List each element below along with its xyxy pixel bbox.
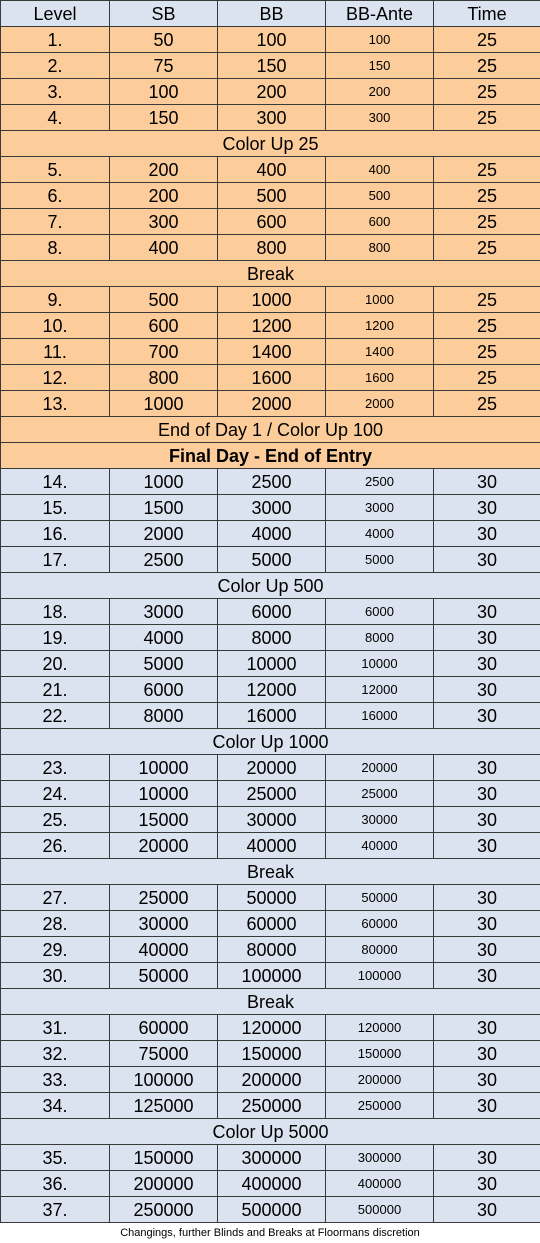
level-cell: 29. — [1, 937, 110, 963]
level-cell: 9. — [1, 287, 110, 313]
bb-ante-cell: 40000 — [326, 833, 434, 859]
sb-cell: 6000 — [110, 677, 218, 703]
time-cell: 30 — [434, 937, 540, 963]
time-cell: 30 — [434, 521, 540, 547]
level-cell: 31. — [1, 1015, 110, 1041]
section-row — [1, 729, 540, 755]
level-row — [1, 1093, 540, 1119]
bb-cell: 200000 — [218, 1067, 326, 1093]
level-row — [1, 781, 540, 807]
level-row — [1, 885, 540, 911]
bb-ante-cell: 6000 — [326, 599, 434, 625]
bb-ante-cell: 500 — [326, 183, 434, 209]
bb-cell: 3000 — [218, 495, 326, 521]
sb-cell: 200000 — [110, 1171, 218, 1197]
bb-cell: 400000 — [218, 1171, 326, 1197]
level-cell: 37. — [1, 1197, 110, 1223]
section-label: Break — [1, 989, 540, 1015]
level-row — [1, 469, 540, 495]
bb-ante-cell: 600 — [326, 209, 434, 235]
level-row — [1, 79, 540, 105]
bb-cell: 400 — [218, 157, 326, 183]
level-row — [1, 807, 540, 833]
time-cell: 30 — [434, 911, 540, 937]
section-label: Break — [1, 261, 540, 287]
sb-cell: 50 — [110, 27, 218, 53]
time-cell: 30 — [434, 703, 540, 729]
header-sb: SB — [110, 1, 218, 27]
level-cell: 26. — [1, 833, 110, 859]
sb-cell: 1500 — [110, 495, 218, 521]
bb-cell: 100 — [218, 27, 326, 53]
bb-cell: 800 — [218, 235, 326, 261]
sb-cell: 1000 — [110, 469, 218, 495]
level-row — [1, 183, 540, 209]
bb-cell: 150000 — [218, 1041, 326, 1067]
bb-cell: 4000 — [218, 521, 326, 547]
sb-cell: 10000 — [110, 755, 218, 781]
bb-cell: 250000 — [218, 1093, 326, 1119]
sb-cell: 1000 — [110, 391, 218, 417]
level-cell: 13. — [1, 391, 110, 417]
bb-cell: 50000 — [218, 885, 326, 911]
level-cell: 16. — [1, 521, 110, 547]
header-bb-ante: BB-Ante — [326, 1, 434, 27]
sb-cell: 15000 — [110, 807, 218, 833]
time-cell: 30 — [434, 1197, 540, 1223]
level-cell: 14. — [1, 469, 110, 495]
bb-cell: 30000 — [218, 807, 326, 833]
bb-cell: 500000 — [218, 1197, 326, 1223]
sb-cell: 600 — [110, 313, 218, 339]
time-cell: 25 — [434, 339, 540, 365]
bb-ante-cell: 100 — [326, 27, 434, 53]
sb-cell: 100000 — [110, 1067, 218, 1093]
sb-cell: 500 — [110, 287, 218, 313]
sb-cell: 50000 — [110, 963, 218, 989]
bb-cell: 80000 — [218, 937, 326, 963]
bb-cell: 16000 — [218, 703, 326, 729]
time-cell: 25 — [434, 391, 540, 417]
level-cell: 36. — [1, 1171, 110, 1197]
time-cell: 30 — [434, 963, 540, 989]
time-cell: 30 — [434, 625, 540, 651]
time-cell: 30 — [434, 1171, 540, 1197]
bb-ante-cell: 250000 — [326, 1093, 434, 1119]
level-cell: 7. — [1, 209, 110, 235]
sb-cell: 10000 — [110, 781, 218, 807]
table-body — [1, 27, 540, 1223]
bb-ante-cell: 25000 — [326, 781, 434, 807]
bb-ante-cell: 5000 — [326, 547, 434, 573]
bb-ante-cell: 80000 — [326, 937, 434, 963]
bb-cell: 120000 — [218, 1015, 326, 1041]
time-cell: 30 — [434, 1067, 540, 1093]
level-cell: 5. — [1, 157, 110, 183]
sb-cell: 40000 — [110, 937, 218, 963]
level-row — [1, 339, 540, 365]
bb-cell: 500 — [218, 183, 326, 209]
section-row — [1, 573, 540, 599]
section-label: Final Day - End of Entry — [1, 443, 540, 469]
level-row — [1, 313, 540, 339]
level-cell: 22. — [1, 703, 110, 729]
bb-ante-cell: 120000 — [326, 1015, 434, 1041]
time-cell: 30 — [434, 833, 540, 859]
time-cell: 25 — [434, 27, 540, 53]
level-row — [1, 547, 540, 573]
sb-cell: 700 — [110, 339, 218, 365]
bb-cell: 600 — [218, 209, 326, 235]
bb-ante-cell: 10000 — [326, 651, 434, 677]
level-cell: 35. — [1, 1145, 110, 1171]
bb-cell: 2000 — [218, 391, 326, 417]
bb-ante-cell: 100000 — [326, 963, 434, 989]
bb-cell: 1400 — [218, 339, 326, 365]
section-label: Break — [1, 859, 540, 885]
time-cell: 30 — [434, 469, 540, 495]
level-row — [1, 963, 540, 989]
bb-ante-cell: 150 — [326, 53, 434, 79]
time-cell: 25 — [434, 287, 540, 313]
sb-cell: 5000 — [110, 651, 218, 677]
section-row — [1, 443, 540, 469]
section-row — [1, 859, 540, 885]
header-level: Level — [1, 1, 110, 27]
section-row — [1, 131, 540, 157]
sb-cell: 8000 — [110, 703, 218, 729]
bb-ante-cell: 400000 — [326, 1171, 434, 1197]
bb-cell: 200 — [218, 79, 326, 105]
level-row — [1, 235, 540, 261]
level-cell: 2. — [1, 53, 110, 79]
time-cell: 25 — [434, 105, 540, 131]
level-row — [1, 1197, 540, 1223]
level-cell: 15. — [1, 495, 110, 521]
level-cell: 10. — [1, 313, 110, 339]
section-label: End of Day 1 / Color Up 100 — [1, 417, 540, 443]
time-cell: 30 — [434, 677, 540, 703]
time-cell: 25 — [434, 157, 540, 183]
bb-cell: 1600 — [218, 365, 326, 391]
level-row — [1, 677, 540, 703]
time-cell: 30 — [434, 885, 540, 911]
bb-ante-cell: 2000 — [326, 391, 434, 417]
level-cell: 1. — [1, 27, 110, 53]
bb-ante-cell: 4000 — [326, 521, 434, 547]
time-cell: 25 — [434, 53, 540, 79]
level-cell: 18. — [1, 599, 110, 625]
level-row — [1, 287, 540, 313]
bb-cell: 25000 — [218, 781, 326, 807]
bb-ante-cell: 16000 — [326, 703, 434, 729]
level-cell: 34. — [1, 1093, 110, 1119]
bb-ante-cell: 800 — [326, 235, 434, 261]
section-row — [1, 261, 540, 287]
level-row — [1, 365, 540, 391]
bb-ante-cell: 60000 — [326, 911, 434, 937]
sb-cell: 25000 — [110, 885, 218, 911]
level-row — [1, 521, 540, 547]
level-row — [1, 1145, 540, 1171]
time-cell: 30 — [434, 1093, 540, 1119]
section-label: Color Up 25 — [1, 131, 540, 157]
time-cell: 30 — [434, 1015, 540, 1041]
level-row — [1, 755, 540, 781]
level-row — [1, 651, 540, 677]
time-cell: 30 — [434, 781, 540, 807]
time-cell: 30 — [434, 599, 540, 625]
level-row — [1, 209, 540, 235]
bb-ante-cell: 300 — [326, 105, 434, 131]
bb-cell: 150 — [218, 53, 326, 79]
level-cell: 32. — [1, 1041, 110, 1067]
sb-cell: 20000 — [110, 833, 218, 859]
level-cell: 3. — [1, 79, 110, 105]
sb-cell: 60000 — [110, 1015, 218, 1041]
level-row — [1, 599, 540, 625]
level-cell: 27. — [1, 885, 110, 911]
level-cell: 24. — [1, 781, 110, 807]
bb-cell: 60000 — [218, 911, 326, 937]
level-row — [1, 105, 540, 131]
sb-cell: 2000 — [110, 521, 218, 547]
bb-ante-cell: 8000 — [326, 625, 434, 651]
bb-cell: 300 — [218, 105, 326, 131]
sb-cell: 150000 — [110, 1145, 218, 1171]
bb-ante-cell: 1200 — [326, 313, 434, 339]
section-row — [1, 417, 540, 443]
level-row — [1, 911, 540, 937]
bb-cell: 5000 — [218, 547, 326, 573]
section-label: Color Up 5000 — [1, 1119, 540, 1145]
bb-ante-cell: 1600 — [326, 365, 434, 391]
bb-ante-cell: 3000 — [326, 495, 434, 521]
bb-cell: 100000 — [218, 963, 326, 989]
bb-ante-cell: 1400 — [326, 339, 434, 365]
sb-cell: 75 — [110, 53, 218, 79]
level-cell: 12. — [1, 365, 110, 391]
level-cell: 30. — [1, 963, 110, 989]
bb-cell: 1200 — [218, 313, 326, 339]
level-row — [1, 1015, 540, 1041]
level-row — [1, 391, 540, 417]
level-row — [1, 937, 540, 963]
bb-cell: 40000 — [218, 833, 326, 859]
bb-ante-cell: 200000 — [326, 1067, 434, 1093]
bb-cell: 20000 — [218, 755, 326, 781]
bb-ante-cell: 30000 — [326, 807, 434, 833]
sb-cell: 2500 — [110, 547, 218, 573]
time-cell: 25 — [434, 79, 540, 105]
time-cell: 30 — [434, 1041, 540, 1067]
sb-cell: 3000 — [110, 599, 218, 625]
bb-cell: 6000 — [218, 599, 326, 625]
bb-ante-cell: 150000 — [326, 1041, 434, 1067]
time-cell: 30 — [434, 755, 540, 781]
sb-cell: 30000 — [110, 911, 218, 937]
level-cell: 17. — [1, 547, 110, 573]
header-time: Time — [434, 1, 540, 27]
sb-cell: 150 — [110, 105, 218, 131]
section-label: Color Up 500 — [1, 573, 540, 599]
sb-cell: 250000 — [110, 1197, 218, 1223]
footer-note: Changings, further Blinds and Breaks at Floormans discretion — [0, 1223, 540, 1243]
bb-ante-cell: 1000 — [326, 287, 434, 313]
sb-cell: 400 — [110, 235, 218, 261]
bb-cell: 2500 — [218, 469, 326, 495]
sb-cell: 125000 — [110, 1093, 218, 1119]
level-cell: 25. — [1, 807, 110, 833]
level-cell: 21. — [1, 677, 110, 703]
level-row — [1, 1171, 540, 1197]
level-cell: 4. — [1, 105, 110, 131]
header-bb: BB — [218, 1, 326, 27]
time-cell: 25 — [434, 365, 540, 391]
level-cell: 8. — [1, 235, 110, 261]
level-row — [1, 495, 540, 521]
level-row — [1, 27, 540, 53]
time-cell: 30 — [434, 547, 540, 573]
level-row — [1, 833, 540, 859]
sb-cell: 75000 — [110, 1041, 218, 1067]
time-cell: 30 — [434, 807, 540, 833]
bb-ante-cell: 20000 — [326, 755, 434, 781]
level-cell: 23. — [1, 755, 110, 781]
sb-cell: 200 — [110, 157, 218, 183]
bb-cell: 1000 — [218, 287, 326, 313]
bb-ante-cell: 500000 — [326, 1197, 434, 1223]
level-row — [1, 1041, 540, 1067]
bb-ante-cell: 12000 — [326, 677, 434, 703]
time-cell: 25 — [434, 183, 540, 209]
sb-cell: 4000 — [110, 625, 218, 651]
sb-cell: 200 — [110, 183, 218, 209]
level-cell: 33. — [1, 1067, 110, 1093]
sb-cell: 300 — [110, 209, 218, 235]
sb-cell: 800 — [110, 365, 218, 391]
time-cell: 25 — [434, 313, 540, 339]
level-row — [1, 1067, 540, 1093]
level-cell: 11. — [1, 339, 110, 365]
level-row — [1, 625, 540, 651]
level-row — [1, 703, 540, 729]
time-cell: 30 — [434, 651, 540, 677]
level-cell: 20. — [1, 651, 110, 677]
bb-cell: 8000 — [218, 625, 326, 651]
time-cell: 30 — [434, 495, 540, 521]
level-row — [1, 53, 540, 79]
bb-cell: 10000 — [218, 651, 326, 677]
bb-cell: 12000 — [218, 677, 326, 703]
table-header-row — [1, 1, 540, 27]
bb-ante-cell: 50000 — [326, 885, 434, 911]
time-cell: 25 — [434, 209, 540, 235]
level-cell: 28. — [1, 911, 110, 937]
time-cell: 25 — [434, 235, 540, 261]
level-cell: 19. — [1, 625, 110, 651]
section-row — [1, 989, 540, 1015]
sb-cell: 100 — [110, 79, 218, 105]
time-cell: 30 — [434, 1145, 540, 1171]
level-cell: 6. — [1, 183, 110, 209]
bb-ante-cell: 400 — [326, 157, 434, 183]
bb-ante-cell: 300000 — [326, 1145, 434, 1171]
bb-ante-cell: 200 — [326, 79, 434, 105]
bb-cell: 300000 — [218, 1145, 326, 1171]
bb-ante-cell: 2500 — [326, 469, 434, 495]
section-label: Color Up 1000 — [1, 729, 540, 755]
level-row — [1, 157, 540, 183]
section-row — [1, 1119, 540, 1145]
